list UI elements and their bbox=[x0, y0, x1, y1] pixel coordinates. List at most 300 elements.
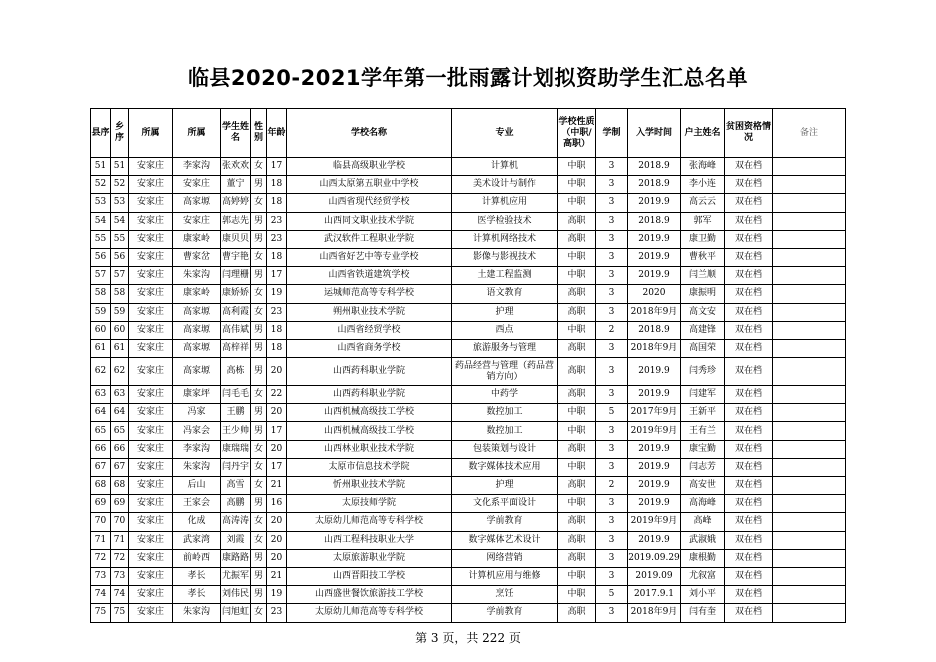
cell-household-head: 李小连 bbox=[681, 176, 725, 194]
cell-gender: 女 bbox=[251, 248, 267, 266]
header-village: 所属 bbox=[173, 109, 221, 158]
cell-note bbox=[773, 549, 846, 567]
cell-poverty-status: 双在档 bbox=[725, 440, 773, 458]
cell-county-seq: 54 bbox=[91, 212, 111, 230]
cell-duration: 3 bbox=[596, 230, 628, 248]
cell-town-seq: 70 bbox=[111, 513, 129, 531]
cell-town-seq: 53 bbox=[111, 194, 129, 212]
cell-county-seq: 52 bbox=[91, 176, 111, 194]
cell-gender: 男 bbox=[251, 495, 267, 513]
cell-town: 安家庄 bbox=[129, 285, 173, 303]
cell-note bbox=[773, 386, 846, 404]
cell-town-seq: 75 bbox=[111, 604, 129, 622]
cell-poverty-status: 双在档 bbox=[725, 212, 773, 230]
cell-household-head: 高海峰 bbox=[681, 495, 725, 513]
cell-village: 朱家沟 bbox=[173, 458, 221, 476]
cell-duration: 3 bbox=[596, 604, 628, 622]
cell-town-seq: 58 bbox=[111, 285, 129, 303]
cell-major: 影像与影视技术 bbox=[452, 248, 558, 266]
cell-school-type: 中职 bbox=[558, 495, 596, 513]
cell-school-type: 中职 bbox=[558, 248, 596, 266]
cell-school-type: 高职 bbox=[558, 604, 596, 622]
cell-school-type: 中职 bbox=[558, 321, 596, 339]
cell-gender: 女 bbox=[251, 440, 267, 458]
cell-household-head: 高国荣 bbox=[681, 339, 725, 357]
cell-town-seq: 63 bbox=[111, 386, 129, 404]
cell-county-seq: 51 bbox=[91, 158, 111, 176]
cell-student-name: 高婷婷 bbox=[221, 194, 251, 212]
cell-poverty-status: 双在档 bbox=[725, 386, 773, 404]
cell-town: 安家庄 bbox=[129, 586, 173, 604]
cell-household-head: 康宝勤 bbox=[681, 440, 725, 458]
cell-note bbox=[773, 477, 846, 495]
cell-note bbox=[773, 339, 846, 357]
cell-school-name: 山西省好艺中等专业学校 bbox=[287, 248, 452, 266]
cell-duration: 3 bbox=[596, 176, 628, 194]
cell-town: 安家庄 bbox=[129, 158, 173, 176]
table-row bbox=[91, 230, 846, 248]
cell-poverty-status: 双在档 bbox=[725, 422, 773, 440]
cell-village: 冯家会 bbox=[173, 422, 221, 440]
table-body bbox=[91, 158, 846, 623]
cell-major: 包装策划与设计 bbox=[452, 440, 558, 458]
cell-major: 美术设计与制作 bbox=[452, 176, 558, 194]
cell-student-name: 高梓祥 bbox=[221, 339, 251, 357]
cell-gender: 男 bbox=[251, 586, 267, 604]
cell-enroll-time: 2019.9 bbox=[628, 267, 681, 285]
cell-town: 安家庄 bbox=[129, 531, 173, 549]
header-school-type: 学校性质（中职/高职） bbox=[558, 109, 596, 158]
cell-enroll-time: 2019.9 bbox=[628, 531, 681, 549]
cell-poverty-status: 双在档 bbox=[725, 404, 773, 422]
cell-gender: 男 bbox=[251, 212, 267, 230]
cell-school-name: 运城师范高等专科学校 bbox=[287, 285, 452, 303]
table-row bbox=[91, 386, 846, 404]
cell-school-name: 山西省经贸学校 bbox=[287, 321, 452, 339]
cell-age: 20 bbox=[267, 404, 287, 422]
cell-enroll-time: 2018.9 bbox=[628, 158, 681, 176]
cell-household-head: 武淑娥 bbox=[681, 531, 725, 549]
cell-student-name: 高利霞 bbox=[221, 303, 251, 321]
cell-enroll-time: 2019.9 bbox=[628, 440, 681, 458]
cell-village: 化成 bbox=[173, 513, 221, 531]
cell-town-seq: 55 bbox=[111, 230, 129, 248]
header-town: 所属 bbox=[129, 109, 173, 158]
cell-county-seq: 75 bbox=[91, 604, 111, 622]
cell-poverty-status: 双在档 bbox=[725, 230, 773, 248]
cell-note bbox=[773, 495, 846, 513]
cell-gender: 女 bbox=[251, 158, 267, 176]
cell-town: 安家庄 bbox=[129, 176, 173, 194]
cell-major: 语文教育 bbox=[452, 285, 558, 303]
cell-student-name: 刘伟民 bbox=[221, 586, 251, 604]
cell-town-seq: 72 bbox=[111, 549, 129, 567]
cell-town: 安家庄 bbox=[129, 549, 173, 567]
cell-school-type: 高职 bbox=[558, 531, 596, 549]
cell-county-seq: 64 bbox=[91, 404, 111, 422]
cell-student-name: 王少帅 bbox=[221, 422, 251, 440]
cell-note bbox=[773, 230, 846, 248]
cell-enroll-time: 2019.9 bbox=[628, 386, 681, 404]
table-row bbox=[91, 248, 846, 266]
cell-school-type: 中职 bbox=[558, 194, 596, 212]
cell-town: 安家庄 bbox=[129, 248, 173, 266]
cell-enroll-time: 2019.9 bbox=[628, 230, 681, 248]
cell-town-seq: 51 bbox=[111, 158, 129, 176]
cell-student-name: 康路路 bbox=[221, 549, 251, 567]
cell-major: 数字媒体艺术设计 bbox=[452, 531, 558, 549]
cell-enroll-time: 2018.9 bbox=[628, 212, 681, 230]
cell-poverty-status: 双在档 bbox=[725, 586, 773, 604]
cell-town-seq: 64 bbox=[111, 404, 129, 422]
cell-enroll-time: 2018.9 bbox=[628, 321, 681, 339]
cell-household-head: 高文安 bbox=[681, 303, 725, 321]
table-row bbox=[91, 604, 846, 622]
cell-town: 安家庄 bbox=[129, 477, 173, 495]
cell-age: 16 bbox=[267, 495, 287, 513]
cell-enroll-time: 2019.9 bbox=[628, 248, 681, 266]
cell-county-seq: 55 bbox=[91, 230, 111, 248]
cell-school-type: 中职 bbox=[558, 404, 596, 422]
student-table bbox=[90, 108, 846, 623]
cell-note bbox=[773, 358, 846, 386]
cell-age: 17 bbox=[267, 267, 287, 285]
cell-village: 孝长 bbox=[173, 586, 221, 604]
cell-town-seq: 71 bbox=[111, 531, 129, 549]
cell-major: 旅游服务与管理 bbox=[452, 339, 558, 357]
cell-county-seq: 68 bbox=[91, 477, 111, 495]
header-enroll-time: 入学时间 bbox=[628, 109, 681, 158]
cell-school-name: 山西省现代经贸学校 bbox=[287, 194, 452, 212]
cell-school-type: 高职 bbox=[558, 303, 596, 321]
cell-age: 20 bbox=[267, 440, 287, 458]
table-row bbox=[91, 531, 846, 549]
cell-student-name: 康瑞瑞 bbox=[221, 440, 251, 458]
cell-household-head: 闫秀珍 bbox=[681, 358, 725, 386]
cell-county-seq: 71 bbox=[91, 531, 111, 549]
cell-note bbox=[773, 513, 846, 531]
cell-town: 安家庄 bbox=[129, 440, 173, 458]
cell-town-seq: 62 bbox=[111, 358, 129, 386]
cell-village: 高家塬 bbox=[173, 358, 221, 386]
cell-age: 22 bbox=[267, 386, 287, 404]
cell-school-name: 忻州职业技术学院 bbox=[287, 477, 452, 495]
cell-duration: 3 bbox=[596, 567, 628, 585]
cell-poverty-status: 双在档 bbox=[725, 194, 773, 212]
cell-county-seq: 57 bbox=[91, 267, 111, 285]
cell-town-seq: 66 bbox=[111, 440, 129, 458]
cell-student-name: 曹宇艳 bbox=[221, 248, 251, 266]
cell-age: 18 bbox=[267, 339, 287, 357]
cell-village: 高家塬 bbox=[173, 303, 221, 321]
cell-town-seq: 65 bbox=[111, 422, 129, 440]
cell-age: 23 bbox=[267, 604, 287, 622]
cell-major: 烹饪 bbox=[452, 586, 558, 604]
cell-note bbox=[773, 267, 846, 285]
header-county-seq: 县序 bbox=[91, 109, 111, 158]
cell-note bbox=[773, 531, 846, 549]
cell-household-head: 张海峰 bbox=[681, 158, 725, 176]
cell-village: 曹家岔 bbox=[173, 248, 221, 266]
cell-school-name: 山西药科职业学院 bbox=[287, 386, 452, 404]
page-footer: 第 3 页，共 222 页 bbox=[415, 631, 521, 645]
cell-county-seq: 69 bbox=[91, 495, 111, 513]
cell-town-seq: 56 bbox=[111, 248, 129, 266]
cell-village: 冯家 bbox=[173, 404, 221, 422]
cell-duration: 5 bbox=[596, 404, 628, 422]
cell-household-head: 王新平 bbox=[681, 404, 725, 422]
cell-major: 土建工程监测 bbox=[452, 267, 558, 285]
cell-poverty-status: 双在档 bbox=[725, 513, 773, 531]
cell-county-seq: 63 bbox=[91, 386, 111, 404]
cell-school-type: 中职 bbox=[558, 422, 596, 440]
table-row bbox=[91, 404, 846, 422]
table-row bbox=[91, 358, 846, 386]
table-row bbox=[91, 212, 846, 230]
cell-gender: 女 bbox=[251, 604, 267, 622]
cell-major: 计算机应用 bbox=[452, 194, 558, 212]
cell-school-type: 高职 bbox=[558, 513, 596, 531]
cell-duration: 3 bbox=[596, 267, 628, 285]
cell-student-name: 康娇娇 bbox=[221, 285, 251, 303]
header-town-seq: 乡序 bbox=[111, 109, 129, 158]
cell-gender: 女 bbox=[251, 386, 267, 404]
cell-village: 高家塬 bbox=[173, 194, 221, 212]
cell-school-name: 太原幼儿师范高等专科学校 bbox=[287, 513, 452, 531]
cell-town: 安家庄 bbox=[129, 230, 173, 248]
cell-age: 20 bbox=[267, 549, 287, 567]
cell-household-head: 刘小平 bbox=[681, 586, 725, 604]
cell-duration: 3 bbox=[596, 531, 628, 549]
cell-note bbox=[773, 321, 846, 339]
cell-duration: 3 bbox=[596, 212, 628, 230]
cell-student-name: 尤振军 bbox=[221, 567, 251, 585]
table-row bbox=[91, 321, 846, 339]
cell-village: 高家塬 bbox=[173, 321, 221, 339]
cell-major: 网络营销 bbox=[452, 549, 558, 567]
table-row bbox=[91, 495, 846, 513]
table-row bbox=[91, 477, 846, 495]
cell-school-type: 高职 bbox=[558, 358, 596, 386]
cell-gender: 男 bbox=[251, 404, 267, 422]
cell-poverty-status: 双在档 bbox=[725, 303, 773, 321]
cell-poverty-status: 双在档 bbox=[725, 458, 773, 476]
header-duration: 学制 bbox=[596, 109, 628, 158]
cell-age: 21 bbox=[267, 477, 287, 495]
cell-poverty-status: 双在档 bbox=[725, 358, 773, 386]
cell-town: 安家庄 bbox=[129, 404, 173, 422]
cell-duration: 3 bbox=[596, 495, 628, 513]
cell-household-head: 郭军 bbox=[681, 212, 725, 230]
cell-school-type: 高职 bbox=[558, 212, 596, 230]
cell-note bbox=[773, 248, 846, 266]
cell-town: 安家庄 bbox=[129, 513, 173, 531]
cell-enroll-time: 2019.9 bbox=[628, 194, 681, 212]
cell-school-type: 中职 bbox=[558, 267, 596, 285]
cell-gender: 女 bbox=[251, 285, 267, 303]
cell-village: 安家庄 bbox=[173, 176, 221, 194]
cell-poverty-status: 双在档 bbox=[725, 549, 773, 567]
cell-household-head: 康振明 bbox=[681, 285, 725, 303]
cell-student-name: 张欢欢 bbox=[221, 158, 251, 176]
cell-poverty-status: 双在档 bbox=[725, 604, 773, 622]
cell-gender: 男 bbox=[251, 230, 267, 248]
cell-gender: 男 bbox=[251, 321, 267, 339]
cell-enroll-time: 2018.9 bbox=[628, 176, 681, 194]
cell-gender: 女 bbox=[251, 531, 267, 549]
cell-county-seq: 62 bbox=[91, 358, 111, 386]
cell-poverty-status: 双在档 bbox=[725, 495, 773, 513]
cell-school-name: 朔州职业技术学院 bbox=[287, 303, 452, 321]
table-row bbox=[91, 549, 846, 567]
cell-household-head: 高峰 bbox=[681, 513, 725, 531]
cell-town-seq: 61 bbox=[111, 339, 129, 357]
cell-age: 17 bbox=[267, 458, 287, 476]
cell-county-seq: 66 bbox=[91, 440, 111, 458]
cell-school-name: 山西工程科技职业大学 bbox=[287, 531, 452, 549]
cell-age: 21 bbox=[267, 567, 287, 585]
cell-student-name: 闫丹宇 bbox=[221, 458, 251, 476]
header-school-name: 学校名称 bbox=[287, 109, 452, 158]
cell-school-type: 中职 bbox=[558, 567, 596, 585]
cell-enroll-time: 2017年9月 bbox=[628, 404, 681, 422]
header-gender: 性别 bbox=[251, 109, 267, 158]
document-title: 临县2020-2021学年第一批雨露计划拟资助学生汇总名单 bbox=[187, 66, 749, 90]
cell-village: 前岭西 bbox=[173, 549, 221, 567]
cell-school-type: 高职 bbox=[558, 477, 596, 495]
cell-household-head: 曹秋平 bbox=[681, 248, 725, 266]
cell-enroll-time: 2019.9 bbox=[628, 358, 681, 386]
cell-note bbox=[773, 422, 846, 440]
cell-county-seq: 58 bbox=[91, 285, 111, 303]
cell-duration: 3 bbox=[596, 386, 628, 404]
cell-age: 20 bbox=[267, 531, 287, 549]
cell-household-head: 康卫勤 bbox=[681, 230, 725, 248]
cell-duration: 3 bbox=[596, 549, 628, 567]
cell-duration: 3 bbox=[596, 358, 628, 386]
cell-town-seq: 59 bbox=[111, 303, 129, 321]
cell-note bbox=[773, 586, 846, 604]
cell-student-name: 王鹏 bbox=[221, 404, 251, 422]
cell-duration: 3 bbox=[596, 158, 628, 176]
cell-student-name: 刘霞 bbox=[221, 531, 251, 549]
header-household-head: 户主姓名 bbox=[681, 109, 725, 158]
cell-town-seq: 67 bbox=[111, 458, 129, 476]
cell-town-seq: 73 bbox=[111, 567, 129, 585]
cell-gender: 女 bbox=[251, 303, 267, 321]
table-row bbox=[91, 422, 846, 440]
cell-student-name: 高鹏 bbox=[221, 495, 251, 513]
cell-note bbox=[773, 440, 846, 458]
cell-town-seq: 60 bbox=[111, 321, 129, 339]
cell-household-head: 闫建军 bbox=[681, 386, 725, 404]
cell-school-type: 高职 bbox=[558, 440, 596, 458]
cell-enroll-time: 2018年9月 bbox=[628, 604, 681, 622]
cell-town: 安家庄 bbox=[129, 386, 173, 404]
cell-town-seq: 57 bbox=[111, 267, 129, 285]
cell-age: 18 bbox=[267, 321, 287, 339]
cell-gender: 男 bbox=[251, 339, 267, 357]
cell-village: 武家湾 bbox=[173, 531, 221, 549]
cell-town: 安家庄 bbox=[129, 567, 173, 585]
cell-school-type: 高职 bbox=[558, 285, 596, 303]
cell-school-name: 山西药科职业学院 bbox=[287, 358, 452, 386]
cell-village: 康家岭 bbox=[173, 285, 221, 303]
cell-duration: 3 bbox=[596, 303, 628, 321]
cell-duration: 3 bbox=[596, 458, 628, 476]
cell-major: 西点 bbox=[452, 321, 558, 339]
cell-school-name: 山西机械高级技工学校 bbox=[287, 422, 452, 440]
cell-school-name: 山西晋阳技工学校 bbox=[287, 567, 452, 585]
cell-school-name: 太原旅游职业学院 bbox=[287, 549, 452, 567]
cell-duration: 5 bbox=[596, 586, 628, 604]
cell-major: 医学检验技术 bbox=[452, 212, 558, 230]
cell-county-seq: 59 bbox=[91, 303, 111, 321]
cell-gender: 男 bbox=[251, 567, 267, 585]
cell-poverty-status: 双在档 bbox=[725, 158, 773, 176]
cell-student-name: 高栋 bbox=[221, 358, 251, 386]
cell-age: 18 bbox=[267, 176, 287, 194]
cell-major: 计算机应用与维修 bbox=[452, 567, 558, 585]
cell-duration: 3 bbox=[596, 440, 628, 458]
cell-school-type: 高职 bbox=[558, 339, 596, 357]
cell-duration: 3 bbox=[596, 339, 628, 357]
cell-county-seq: 61 bbox=[91, 339, 111, 357]
cell-enroll-time: 2019.9 bbox=[628, 458, 681, 476]
cell-town: 安家庄 bbox=[129, 604, 173, 622]
header-note: 备注 bbox=[773, 109, 846, 158]
cell-school-type: 高职 bbox=[558, 549, 596, 567]
cell-school-name: 山西省商务学校 bbox=[287, 339, 452, 357]
cell-student-name: 闫旭虹 bbox=[221, 604, 251, 622]
cell-town: 安家庄 bbox=[129, 321, 173, 339]
cell-village: 李家沟 bbox=[173, 440, 221, 458]
cell-major: 数控加工 bbox=[452, 422, 558, 440]
cell-county-seq: 72 bbox=[91, 549, 111, 567]
cell-student-name: 高雪 bbox=[221, 477, 251, 495]
cell-town: 安家庄 bbox=[129, 267, 173, 285]
cell-gender: 男 bbox=[251, 549, 267, 567]
cell-village: 孝长 bbox=[173, 567, 221, 585]
cell-gender: 女 bbox=[251, 194, 267, 212]
cell-village: 安家庄 bbox=[173, 212, 221, 230]
cell-age: 19 bbox=[267, 285, 287, 303]
cell-village: 李家沟 bbox=[173, 158, 221, 176]
cell-gender: 女 bbox=[251, 513, 267, 531]
cell-town: 安家庄 bbox=[129, 303, 173, 321]
cell-major: 药品经营与管理（药品营销方向） bbox=[452, 358, 558, 386]
cell-duration: 3 bbox=[596, 194, 628, 212]
table-row bbox=[91, 513, 846, 531]
cell-gender: 女 bbox=[251, 458, 267, 476]
cell-enroll-time: 2019.9 bbox=[628, 477, 681, 495]
cell-enroll-time: 2018年9月 bbox=[628, 339, 681, 357]
cell-major: 学前教育 bbox=[452, 604, 558, 622]
cell-enroll-time: 2018年9月 bbox=[628, 303, 681, 321]
cell-duration: 3 bbox=[596, 513, 628, 531]
cell-duration: 3 bbox=[596, 422, 628, 440]
cell-town-seq: 54 bbox=[111, 212, 129, 230]
cell-town-seq: 74 bbox=[111, 586, 129, 604]
cell-town-seq: 52 bbox=[111, 176, 129, 194]
cell-note bbox=[773, 404, 846, 422]
cell-duration: 2 bbox=[596, 477, 628, 495]
cell-student-name: 高伟斌 bbox=[221, 321, 251, 339]
cell-town-seq: 69 bbox=[111, 495, 129, 513]
cell-school-name: 临县高级职业学校 bbox=[287, 158, 452, 176]
cell-major: 文化系平面设计 bbox=[452, 495, 558, 513]
cell-village: 康家岭 bbox=[173, 230, 221, 248]
